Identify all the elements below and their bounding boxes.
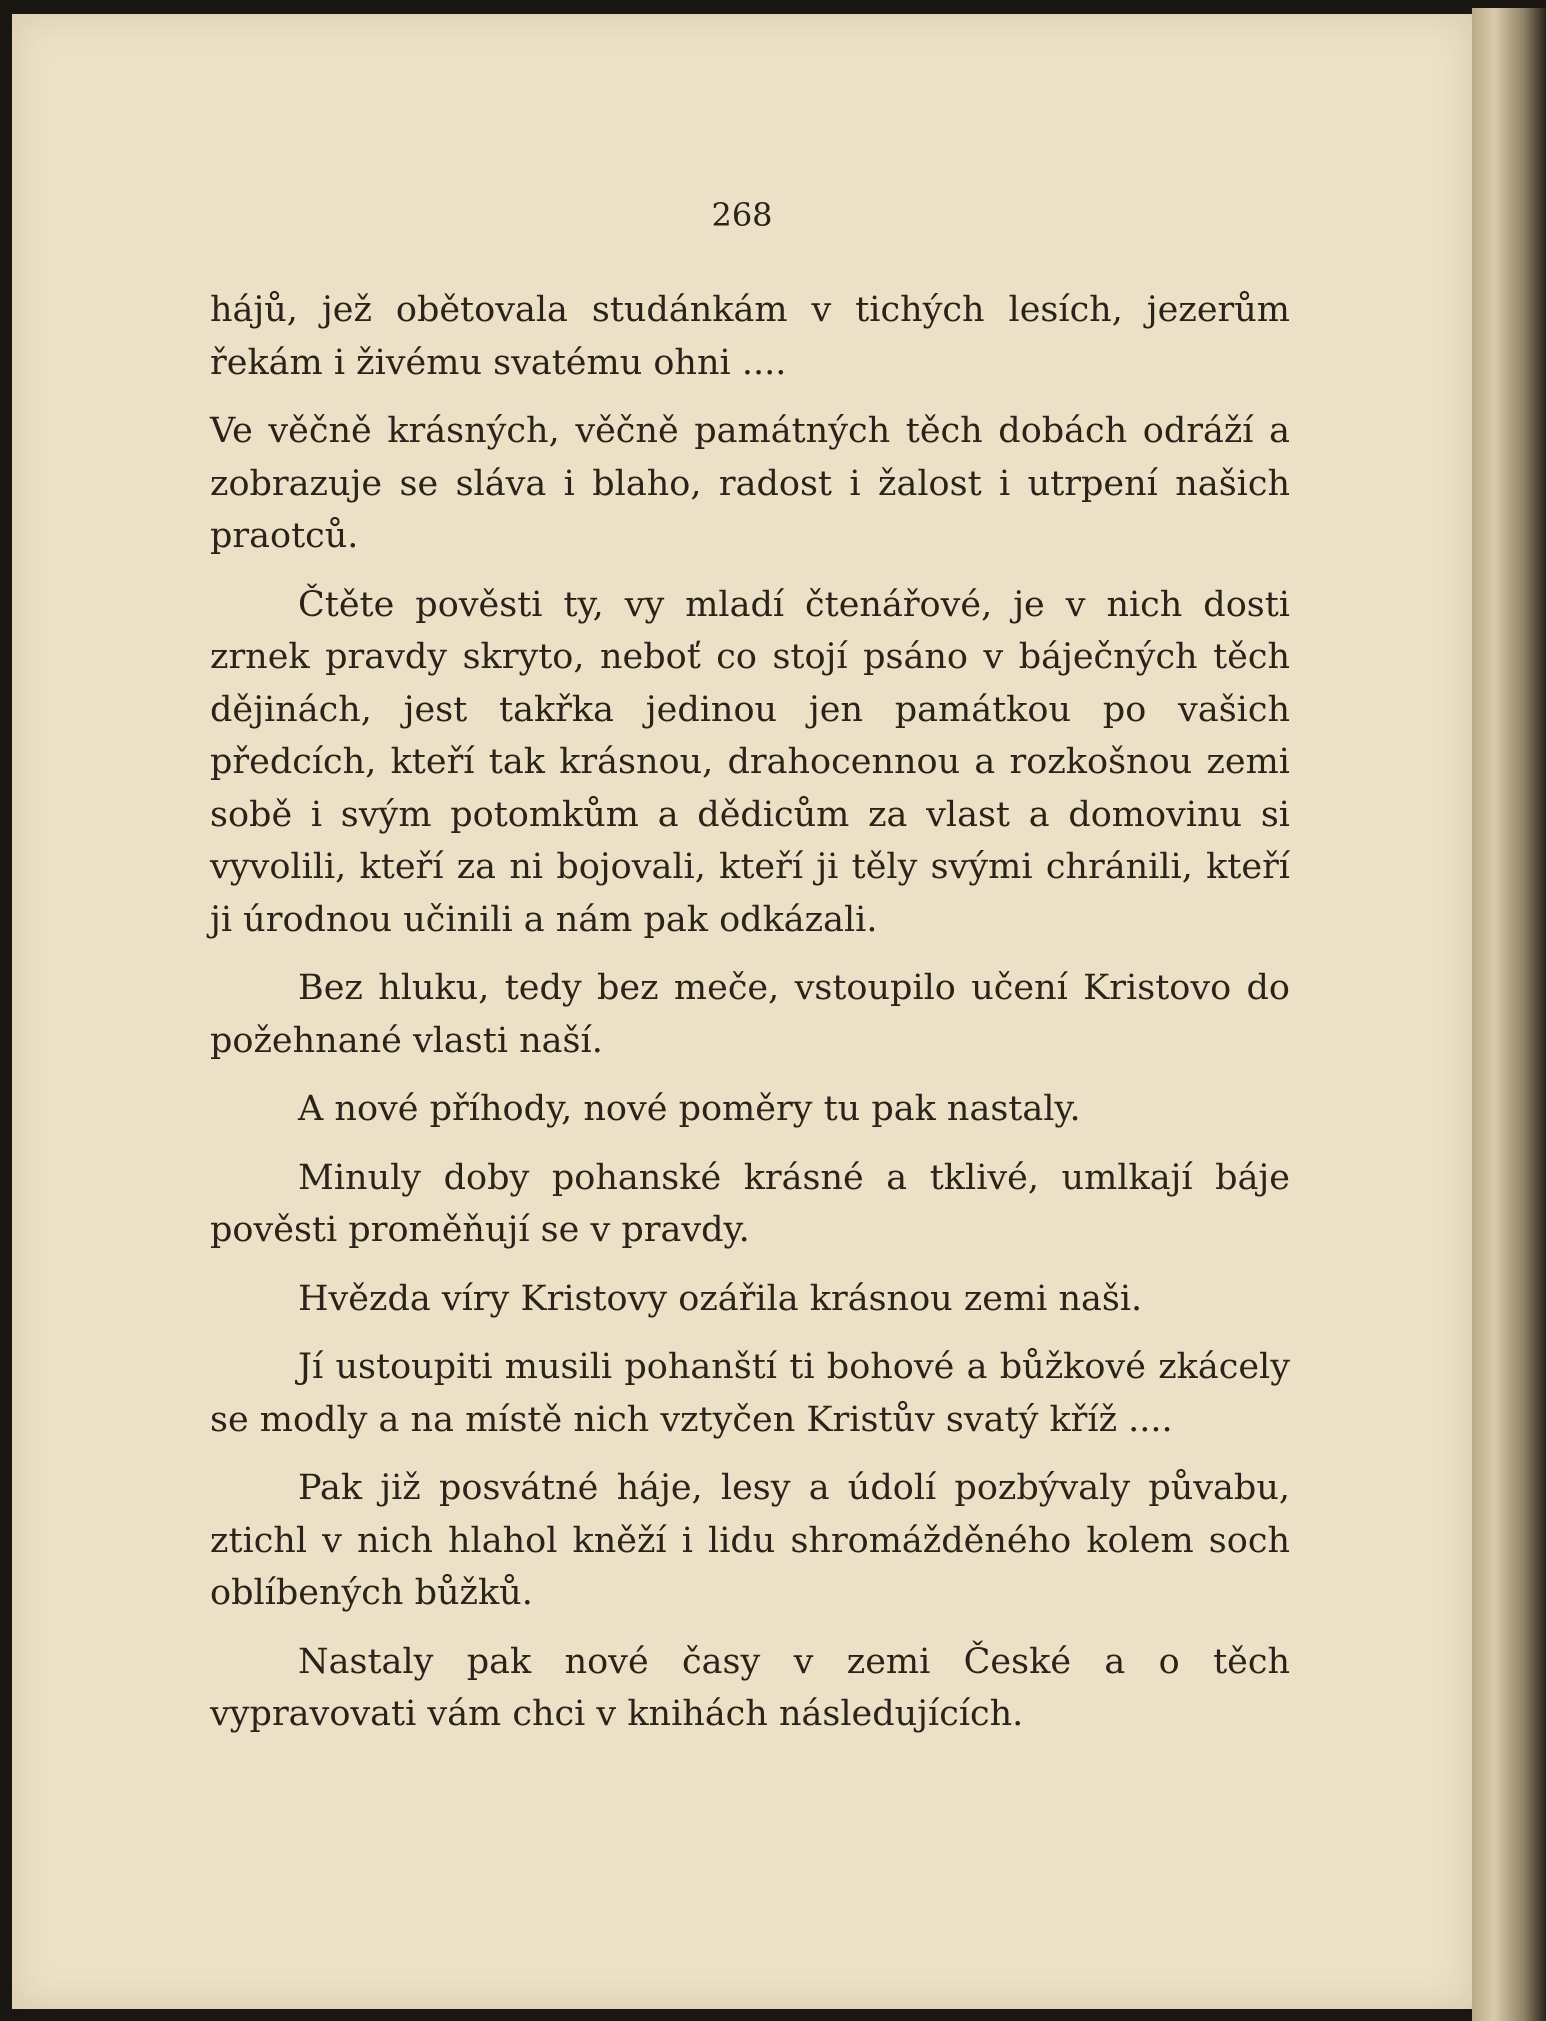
page-number: 268 [711,196,773,234]
paragraph-9: Pak již posvátné háje, lesy a údolí pozbývaly půvabu, ztichl v nich hlahol kněží i lidu shromážděného kolem soch oblíbených bůžků. [210,1468,1290,1613]
paragraph-7: Hvězda víry Kristovy ozářila krásnou zemi naši. [298,1278,1143,1319]
paragraph-6: Minuly doby pohanské krásné a tklivé, umlkají báje pověsti proměňují se v pravdy. [210,1157,1290,1250]
paragraph-8: Jí ustoupiti musili pohanští ti bohové a bůžkové zkácely se modly a na místě nich vztyčen Kristův svatý kříž .... [210,1347,1290,1440]
book-spine [1472,8,1546,2021]
paragraph-4: Bez hluku, tedy bez meče, vstoupilo učení Kristovo do požehnané vlasti naší. [210,968,1290,1061]
paragraph-10: Nastaly pak nové časy v zemi České a o těch vypravovati vám chci v knihách následujících. [210,1641,1290,1734]
book-page [12,14,1472,2009]
paragraph-5: A nové příhody, nové poměry tu pak nastaly. [298,1089,1081,1129]
paragraph-3: Čtěte pověsti ty, vy mladí čtenářové, je v nich dosti zrnek pravdy skryto, neboť co stojí psáno v báječných těch dějinách, jest takřka jedinou jen památkou po vašich předcích, kteří tak krásnou, drahocennou a rozkošnou zemi sobě i svým potomkům a dědicům za vlast a domovinu si vyvolili, kteří za ni bojovali, kteří ji těly svými chránili, kteří ji úrodnou učinili a nám pak odkázali. [210,584,1290,940]
body-text [210,284,1290,1757]
paragraph-1: hájů, jež obětovala studánkám v tichých lesích, jezerům řekám i živému svatému ohni .... [210,290,1290,383]
paragraph-2: Ve věčně krásných, věčně památných těch dobách odráží a zobrazuje se sláva i blaho, radost i žalost i utrpení našich praotců. [210,411,1290,556]
